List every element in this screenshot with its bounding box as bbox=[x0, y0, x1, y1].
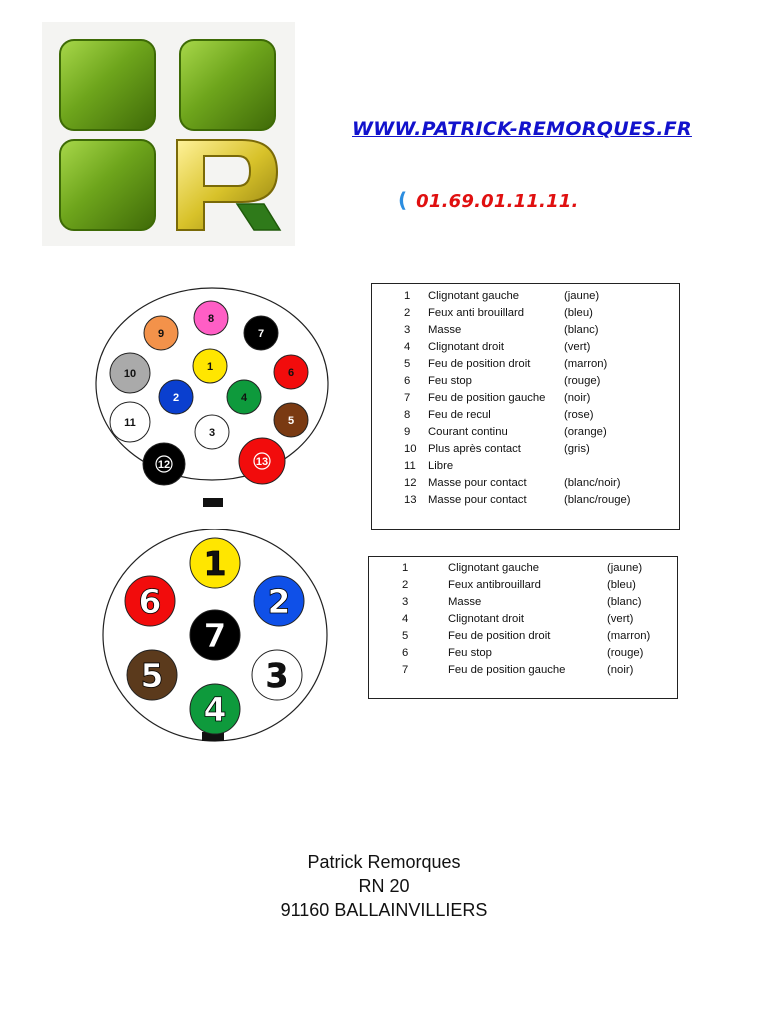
table-13-cell-color: (blanc) bbox=[564, 324, 599, 336]
plug-7-pin-label: 7 bbox=[203, 616, 227, 655]
plug-13-pin-11 bbox=[110, 402, 150, 442]
table-13-cell-function: Feu de recul bbox=[428, 409, 491, 421]
plug-13-pin-3 bbox=[195, 415, 229, 449]
plug-7-pin-label: 3 bbox=[265, 656, 289, 695]
table-13-cell-function: Courant continu bbox=[428, 426, 508, 438]
table-13-cell-color: (orange) bbox=[564, 426, 607, 438]
address-city: 91160 BALLAINVILLIERS bbox=[280, 900, 488, 920]
table-7-cell-color: (marron) bbox=[607, 630, 651, 642]
plug-13-pin-label: 3 bbox=[208, 427, 216, 439]
plug-13-pin-12 bbox=[143, 443, 185, 485]
table-7-cell-color: (bleu) bbox=[607, 579, 636, 591]
plug-7-pin-2 bbox=[254, 576, 304, 626]
plug-7-pin-6 bbox=[125, 576, 175, 626]
table-7-cell-function: Feu de position droit bbox=[448, 630, 551, 642]
table-13-cell-num: 11 bbox=[404, 460, 416, 472]
table-7-cell-num: 1 bbox=[402, 562, 409, 574]
plug-13-pin-4 bbox=[227, 380, 261, 414]
plug-13-pin-label: 11 bbox=[124, 417, 136, 429]
table-13-cell-num: 12 bbox=[404, 477, 417, 489]
plug-7-pin-5 bbox=[127, 650, 177, 700]
table-13-cell-num: 2 bbox=[404, 307, 411, 319]
table-13-pin bbox=[371, 283, 680, 530]
table-13-cell-function: Feu de position gauche bbox=[428, 392, 546, 404]
plug-13-pin-label: 5 bbox=[287, 415, 295, 427]
plug-13-pin-label: 13 bbox=[255, 456, 269, 468]
plug-13-pin-label: 2 bbox=[172, 392, 180, 404]
plug-7-pin-label: 1 bbox=[203, 544, 227, 583]
table-13-cell-num: 6 bbox=[404, 375, 411, 387]
table-13-cell-num: 10 bbox=[404, 443, 417, 455]
plug-13-pin-label: 1 bbox=[206, 361, 214, 373]
phone-text: 01.69.01.11.11. bbox=[416, 191, 579, 212]
table-13-cell-color: (rouge) bbox=[564, 375, 601, 387]
table-7-pin bbox=[368, 556, 678, 699]
table-7-cell-color: (noir) bbox=[607, 664, 634, 676]
plug-7-pin-label: 6 bbox=[138, 582, 162, 621]
plug-13-pin-label: 10 bbox=[123, 368, 137, 380]
address-street: RN 20 bbox=[358, 876, 410, 896]
plug-7-pin-4 bbox=[190, 684, 240, 734]
logo-graphic bbox=[42, 22, 295, 246]
table-13-cell-color: (bleu) bbox=[564, 307, 593, 319]
plug-7-pin-7 bbox=[190, 610, 240, 660]
plug-7-pin-1 bbox=[190, 538, 240, 588]
plug-13-pin-10 bbox=[110, 353, 150, 393]
table-7-cell-num: 6 bbox=[402, 647, 409, 659]
table-13-cell-function: Masse pour contact bbox=[428, 477, 527, 489]
plug-13-pin-9 bbox=[144, 316, 178, 350]
phone-number bbox=[398, 188, 579, 212]
plug-13-pin-6 bbox=[274, 355, 308, 389]
table-13-cell-function: Feu stop bbox=[428, 375, 472, 387]
table-13-cell-num: 5 bbox=[404, 358, 411, 370]
plug-7-pin-label: 4 bbox=[203, 690, 227, 729]
table-7-cell-num: 3 bbox=[402, 596, 409, 608]
table-7-cell-function: Clignotant gauche bbox=[448, 562, 540, 574]
table-13-cell-color: (jaune) bbox=[564, 290, 600, 302]
table-13-cell-color: (marron) bbox=[564, 358, 608, 370]
table-13-cell-color: (vert) bbox=[564, 341, 591, 353]
table-7-cell-function: Masse bbox=[448, 596, 482, 608]
table-13-cell-function: Masse pour contact bbox=[428, 494, 527, 506]
table-13-cell-color: (noir) bbox=[564, 392, 591, 404]
table-13-cell-function: Clignotant droit bbox=[428, 341, 504, 353]
plug-13-pin-label: 4 bbox=[240, 392, 248, 404]
website-link[interactable]: WWW.PATRICK-REMORQUES.FR bbox=[352, 118, 692, 140]
plug-7-diagram bbox=[102, 529, 330, 743]
plug-13-pin-2 bbox=[159, 380, 193, 414]
table-13-cell-function: Feux anti brouillard bbox=[428, 307, 525, 319]
plug-7-pin-label: 2 bbox=[267, 582, 291, 621]
table-13-cell-num: 7 bbox=[404, 392, 411, 404]
table-7-cell-function: Feux antibrouillard bbox=[448, 579, 541, 591]
table-13-cell-function: Masse bbox=[428, 324, 462, 336]
plug-13-pin-5 bbox=[274, 403, 308, 437]
table-7-cell-num: 2 bbox=[402, 579, 409, 591]
table-7-cell-function: Feu de position gauche bbox=[448, 664, 566, 676]
table-13-cell-color: (rose) bbox=[564, 409, 594, 421]
plug-13-pin-label: 8 bbox=[207, 313, 215, 325]
table-7-cell-num: 7 bbox=[402, 664, 409, 676]
table-13-cell-function: Feu de position droit bbox=[428, 358, 531, 370]
table-7-cell-color: (rouge) bbox=[607, 647, 644, 659]
plug-13-pin-13 bbox=[239, 438, 285, 484]
plug-13-pin-label: 9 bbox=[157, 328, 165, 340]
table-7-cell-color: (blanc) bbox=[607, 596, 642, 608]
plug-13-pin-label: 12 bbox=[157, 459, 171, 471]
plug-13-key bbox=[203, 498, 223, 507]
table-7-cell-color: (jaune) bbox=[607, 562, 643, 574]
plug-13-pin-label: 6 bbox=[287, 367, 295, 379]
table-13-cell-function: Clignotant gauche bbox=[428, 290, 520, 302]
table-7-cell-num: 5 bbox=[402, 630, 409, 642]
table-13-cell-color: (blanc/noir) bbox=[564, 477, 621, 489]
table-13-cell-num: 3 bbox=[404, 324, 411, 336]
company-logo bbox=[42, 22, 295, 246]
table-13-cell-num: 1 bbox=[404, 290, 411, 302]
table-13-cell-num: 4 bbox=[404, 341, 411, 353]
table-13-cell-color: (gris) bbox=[564, 443, 590, 455]
company-address bbox=[0, 850, 768, 922]
plug-13-diagram bbox=[94, 286, 334, 510]
plug-13-pin-8 bbox=[194, 301, 228, 335]
table-7-cell-color: (vert) bbox=[607, 613, 634, 625]
table-13-cell-num: 8 bbox=[404, 409, 411, 421]
plug-13-pin-7 bbox=[244, 316, 278, 350]
table-13-cell-color: (blanc/rouge) bbox=[564, 494, 631, 506]
address-name: Patrick Remorques bbox=[307, 852, 461, 872]
table-7-cell-num: 4 bbox=[402, 613, 409, 625]
table-13-cell-num: 13 bbox=[404, 494, 417, 506]
plug-13-pin-1 bbox=[193, 349, 227, 383]
table-13-cell-function: Libre bbox=[428, 460, 454, 472]
phone-handset-icon: ( bbox=[398, 188, 408, 212]
table-7-cell-function: Clignotant droit bbox=[448, 613, 524, 625]
table-7-cell-function: Feu stop bbox=[448, 647, 492, 659]
plug-7-pin-3 bbox=[252, 650, 302, 700]
plug-13-pin-label: 7 bbox=[257, 328, 265, 340]
table-13-cell-num: 9 bbox=[404, 426, 411, 438]
table-13-cell-function: Plus après contact bbox=[428, 443, 521, 455]
plug-7-pin-label: 5 bbox=[140, 656, 164, 695]
